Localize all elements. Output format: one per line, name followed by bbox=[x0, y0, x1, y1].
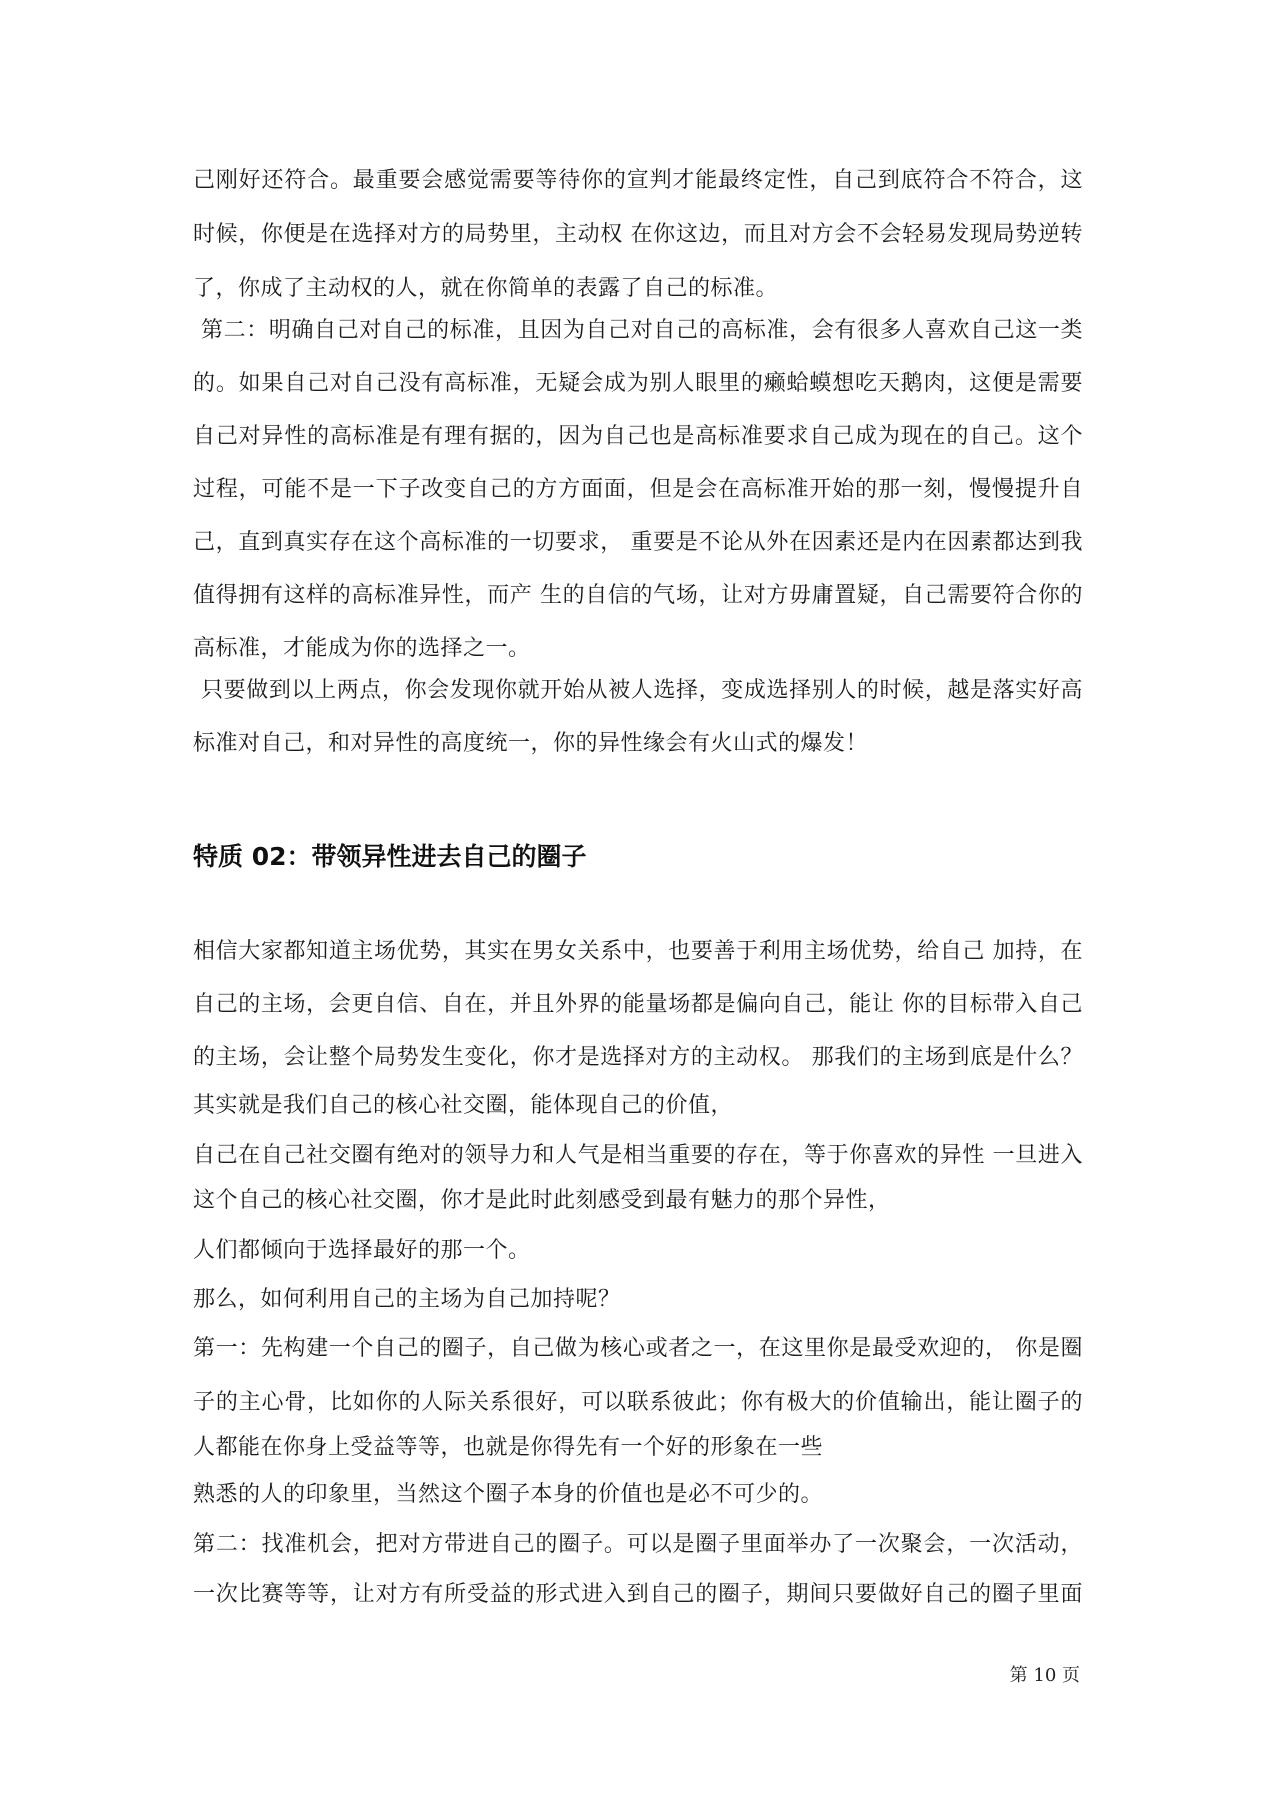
paragraph-line: 己刚好还符合。最重要会感觉需要等待你的宣判才能最终定性，自己到底符合不符合，这 bbox=[193, 168, 1083, 193]
paragraph-line: 时候，你便是在选择对方的局势里，主动权 在你这边，而且对方会不会轻易发现局势逆转 bbox=[193, 222, 1083, 247]
paragraph-line: 自己在自己社交圈有绝对的领导力和人气是相当重要的存在，等于你喜欢的异性 一旦进入 bbox=[193, 1143, 1083, 1168]
paragraph-line: 自己对异性的高标准是有理有据的，因为自己也是高标准要求自己成为现在的自己。这个 bbox=[193, 424, 1083, 449]
section-heading: 特质 02：带领异性进去自己的圈子 bbox=[193, 842, 587, 871]
paragraph-line: 第二：明确自己对自己的标准，且因为自己对自己的高标准，会有很多人喜欢自己这一类 bbox=[201, 318, 1083, 343]
paragraph-line: 第二：找准机会，把对方带进自己的圈子。可以是圈子里面举办了一次聚会，一次活动， bbox=[193, 1532, 1083, 1557]
paragraph-line: 高标准，才能成为你的选择之一。 bbox=[193, 636, 531, 661]
paragraph-line: 其实就是我们自己的核心社交圈，能体现自己的价值， bbox=[193, 1093, 734, 1118]
paragraph-line: 的主场，会让整个局势发生变化，你才是选择对方的主动权。 那我们的主场到底是什么？ bbox=[193, 1045, 1083, 1070]
paragraph-line: 人都能在你身上受益等等，也就是你得先有一个好的形象在一些 bbox=[193, 1435, 824, 1460]
paragraph-line: 值得拥有这样的高标准异性，而产 生的自信的气场，让对方毋庸置疑，自己需要符合你的 bbox=[193, 583, 1083, 608]
page-number: 第 10 页 bbox=[1009, 1665, 1080, 1686]
paragraph-line: 只要做到以上两点，你会发现你就开始从被人选择，变成选择别人的时候，越是落实好高 bbox=[201, 678, 1083, 703]
paragraph-line: 一次比赛等等，让对方有所受益的形式进入到自己的圈子，期间只要做好自己的圈子里面 bbox=[193, 1582, 1083, 1607]
paragraph-line: 相信大家都知道主场优势，其实在男女关系中，也要善于利用主场优势，给自己 加持，在 bbox=[193, 939, 1083, 964]
paragraph-line: 过程，可能不是一下子改变自己的方方面面，但是会在高标准开始的那一刻，慢慢提升自 bbox=[193, 477, 1083, 502]
paragraph-line: 自己的主场，会更自信、自在，并且外界的能量场都是偏向自己，能让 你的目标带入自己 bbox=[193, 992, 1083, 1017]
paragraph-line: 熟悉的人的印象里，当然这个圈子本身的价值也是必不可少的。 bbox=[193, 1482, 824, 1507]
paragraph-line: 的。如果自己对自己没有高标准，无疑会成为别人眼里的癞蛤蟆想吃天鹅肉，这便是需要 bbox=[193, 371, 1083, 396]
paragraph-line: 了，你成了主动权的人，就在你简单的表露了自己的标准。 bbox=[193, 276, 779, 301]
paragraph-line: 人们都倾向于选择最好的那一个。 bbox=[193, 1238, 531, 1263]
paragraph-line: 标准对自己，和对异性的高度统一，你的异性缘会有火山式的爆发！ bbox=[193, 731, 869, 756]
paragraph-line: 那么，如何利用自己的主场为自己加持呢？ bbox=[193, 1287, 621, 1312]
paragraph-line: 这个自己的核心社交圈，你才是此时此刻感受到最有魅力的那个异性， bbox=[193, 1188, 891, 1213]
paragraph-line: 己，直到真实存在这个高标准的一切要求， 重要是不论从外在因素还是内在因素都达到我 bbox=[193, 530, 1083, 555]
paragraph-line: 第一：先构建一个自己的圈子，自己做为核心或者之一，在这里你是最受欢迎的， 你是圈 bbox=[193, 1336, 1083, 1361]
paragraph-line: 子的主心骨，比如你的人际关系很好，可以联系彼此；你有极大的价值输出，能让圈子的 bbox=[193, 1390, 1083, 1415]
